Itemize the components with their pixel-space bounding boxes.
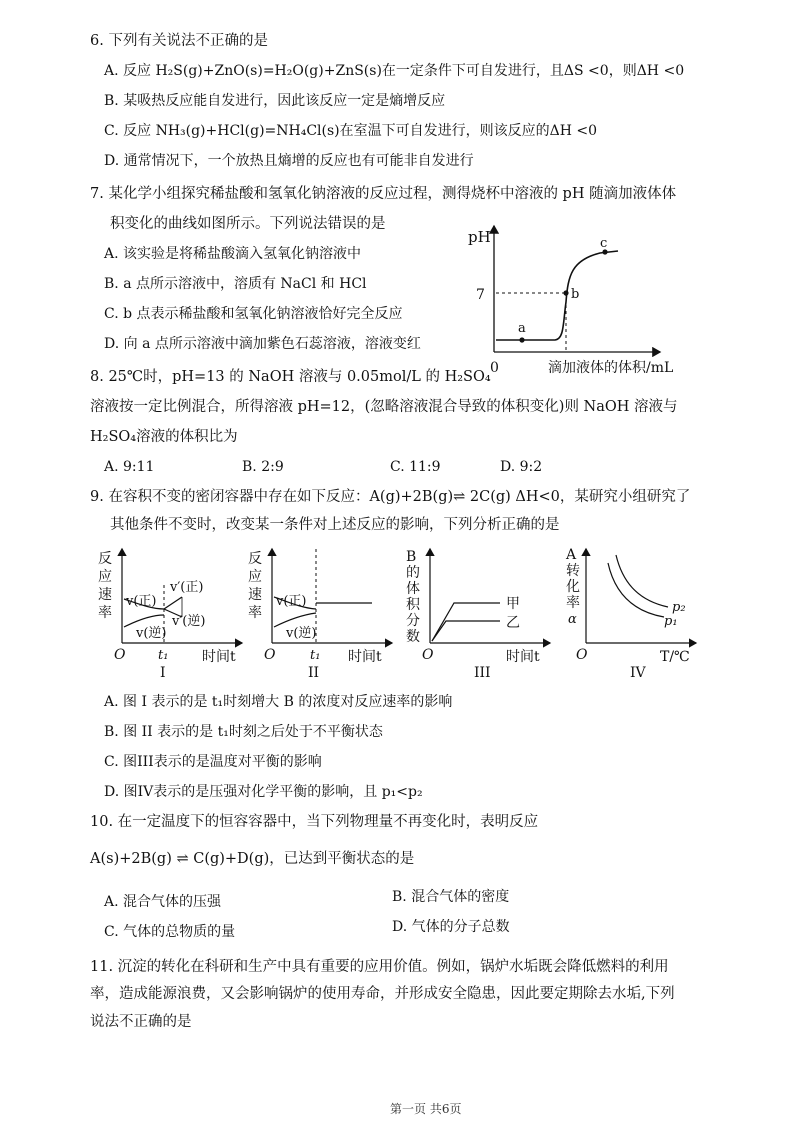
fig3-ylabel-4: 分 — [406, 613, 420, 629]
fig3-yi-label: 乙 — [506, 615, 520, 631]
fig1-origin: O — [114, 647, 126, 663]
fig3-ylabel-3: 积 — [406, 597, 420, 613]
fig4-ylabel-0: A — [566, 547, 577, 563]
q9-option-d: D. 图IV表示的是压强对化学平衡的影响，且 p₁<p₂ — [104, 784, 423, 800]
fig4-p2: p₂ — [672, 600, 686, 615]
figure-i-caption: I — [160, 665, 166, 681]
q10-option-d: D. 气体的分子总数 — [392, 919, 510, 935]
ph-7-label: 7 — [476, 287, 485, 303]
fig1-ylabel-2: 速 — [98, 587, 112, 603]
q10-option-a: A. 混合气体的压强 — [104, 894, 222, 910]
q7-stem-line1: 7. 某化学小组探究稀盐酸和氢氧化钠溶液的反应过程，测得烧杯中溶液的 pH 随滴加液体体 — [90, 186, 677, 202]
q6-stem: 6. 下列有关说法不正确的是 — [90, 33, 268, 49]
point-b-label: b — [571, 287, 580, 302]
fig2-ylabel-2: 速 — [248, 587, 262, 603]
q9-option-b: B. 图 II 表示的是 t₁时刻之后处于不平衡状态 — [104, 724, 383, 740]
q7-stem-line2: 积变化的曲线如图所示。下列说法错误的是 — [110, 216, 386, 232]
q8-option-d: D. 9:2 — [500, 459, 543, 475]
figure-iv — [564, 545, 704, 663]
q6-option-d: D. 通常情况下，一个放热且熵增的反应也有可能非自发进行 — [104, 153, 474, 169]
fig2-xlabel: 时间t — [348, 649, 382, 663]
fig3-ylabel-0: B — [406, 549, 417, 565]
fig2-v-forward: v(正) — [276, 594, 307, 609]
q11-line1: 11. 沉淀的转化在科研和生产中具有重要的应用价值。例如，锅炉水垢既会降低燃料的利用 — [90, 959, 669, 975]
q7-option-b: B. a 点所示溶液中，溶质有 NaCl 和 HCl — [104, 276, 367, 292]
figure-i — [96, 545, 246, 663]
point-a — [519, 337, 524, 342]
ph-y-label: pH — [468, 228, 491, 246]
q10-option-c: C. 气体的总物质的量 — [104, 924, 236, 940]
q9-option-a: A. 图 I 表示的是 t₁时刻增大 B 的浓度对反应速率的影响 — [104, 694, 453, 710]
fig4-ylabel-2: 化 — [566, 579, 580, 595]
q7-option-d: D. 向 a 点所示溶液中滴加紫色石蕊溶液，溶液变红 — [104, 336, 421, 352]
fig3-origin: O — [422, 647, 434, 663]
fig3-ylabel-5: 数 — [406, 629, 420, 645]
ph-curve — [496, 251, 618, 340]
q7-option-c: C. b 点表示稀盐酸和氢氧化钠溶液恰好完全反应 — [104, 306, 403, 322]
q9-stem-line1: 9. 在容积不变的密闭容器中存在如下反应：A(g)+2B(g)⇌ 2C(g) ΔH<0，某研究小组研究了 — [90, 489, 691, 505]
figure-ii-caption: II — [308, 665, 320, 681]
fig1-v2-forward: v′(正) — [170, 580, 204, 595]
q9-option-c: C. 图III表示的是温度对平衡的影响 — [104, 754, 322, 770]
fig4-xlabel: T/℃ — [660, 649, 690, 663]
q6-option-c: C. 反应 NH₃(g)+HCl(g)=NH₄Cl(s)在室温下可自发进行，则该反应的ΔH <0 — [104, 123, 598, 139]
fig4-ylabel-3: 率 — [566, 595, 580, 611]
fig2-ylabel-0: 反 — [248, 551, 262, 567]
fig1-ylabel-3: 率 — [98, 605, 112, 621]
fig1-ylabel-0: 反 — [98, 551, 112, 567]
fig3-ylabel-2: 体 — [406, 581, 420, 597]
fig3-xlabel: 时间t — [506, 649, 540, 663]
q10-stem: 10. 在一定温度下的恒容容器中，当下列物理量不再变化时，表明反应 — [90, 814, 539, 830]
fig4-ylabel-1: 转 — [566, 563, 580, 579]
fig1-v-forward: v(正) — [126, 594, 157, 609]
q8-option-a: A. 9:11 — [104, 459, 155, 475]
fig3-jia-label: 甲 — [506, 596, 520, 612]
figure-iii-caption: III — [474, 665, 491, 681]
q11-line2: 率，造成能源浪费，又会影响锅炉的使用寿命，并形成安全隐患，因此要定期除去水垢,下列 — [90, 986, 675, 1002]
fig2-ylabel-3: 率 — [248, 605, 262, 621]
ph-origin-label: 0 — [490, 360, 499, 376]
point-b — [563, 290, 568, 295]
q8-option-c: C. 11:9 — [390, 459, 441, 475]
fig1-t1: t₁ — [158, 648, 169, 663]
fig1-v-reverse: v(逆) — [136, 626, 167, 641]
q10-equation: A(s)+2B(g) ⇌ C(g)+D(g)，已达到平衡状态的是 — [90, 851, 415, 867]
point-a-label: a — [518, 321, 526, 336]
figure-iv-caption: IV — [630, 665, 646, 681]
q8-line1: 8. 25℃时，pH=13 的 NaOH 溶液与 0.05mol/L 的 H₂SO₄ — [90, 369, 491, 385]
point-c-label: c — [600, 236, 608, 251]
q8-line2: 溶液按一定比例混合，所得溶液 pH=12，(忽略溶液混合导致的体积变化)则 NaOH 溶液与 — [90, 399, 678, 415]
fig2-ylabel-1: 应 — [248, 569, 262, 585]
fig4-ylabel-4: α — [568, 612, 577, 627]
fig4-origin: O — [576, 647, 588, 663]
fig2-v-reverse: v(逆) — [286, 626, 317, 641]
ph-x-label: 滴加液体的体积/mL — [548, 360, 674, 376]
q10-option-b: B. 混合气体的密度 — [392, 889, 510, 905]
q8-line3: H₂SO₄溶液的体积比为 — [90, 429, 238, 445]
fig2-t1: t₁ — [310, 648, 321, 663]
ph-titration-graph — [460, 220, 700, 378]
q7-option-a: A. 该实验是将稀盐酸滴入氢氧化钠溶液中 — [104, 246, 362, 262]
fig1-xlabel: 时间t — [202, 649, 236, 663]
q11-line3: 说法不正确的是 — [90, 1014, 192, 1030]
q9-stem-line2: 其他条件不变时，改变某一条件对上述反应的影响，下列分析正确的是 — [110, 517, 560, 533]
fig3-ylabel-1: 的 — [406, 565, 420, 581]
fig2-origin: O — [264, 647, 276, 663]
q6-option-a: A. 反应 H₂S(g)+ZnO(s)=H₂O(g)+ZnS(s)在一定条件下可自发进行，且ΔS <0，则ΔH <0 — [104, 63, 685, 79]
fig1-v2-reverse: v′(逆) — [172, 614, 206, 629]
page-footer: 第一页 共6页 — [390, 1102, 462, 1116]
q8-option-b: B. 2:9 — [242, 459, 284, 475]
q6-option-b: B. 某吸热反应能自发进行，因此该反应一定是熵增反应 — [104, 93, 446, 109]
fig4-p1: p₁ — [664, 614, 678, 629]
figure-iii — [404, 545, 554, 663]
fig1-ylabel-1: 应 — [98, 569, 112, 585]
figure-ii — [246, 545, 396, 663]
